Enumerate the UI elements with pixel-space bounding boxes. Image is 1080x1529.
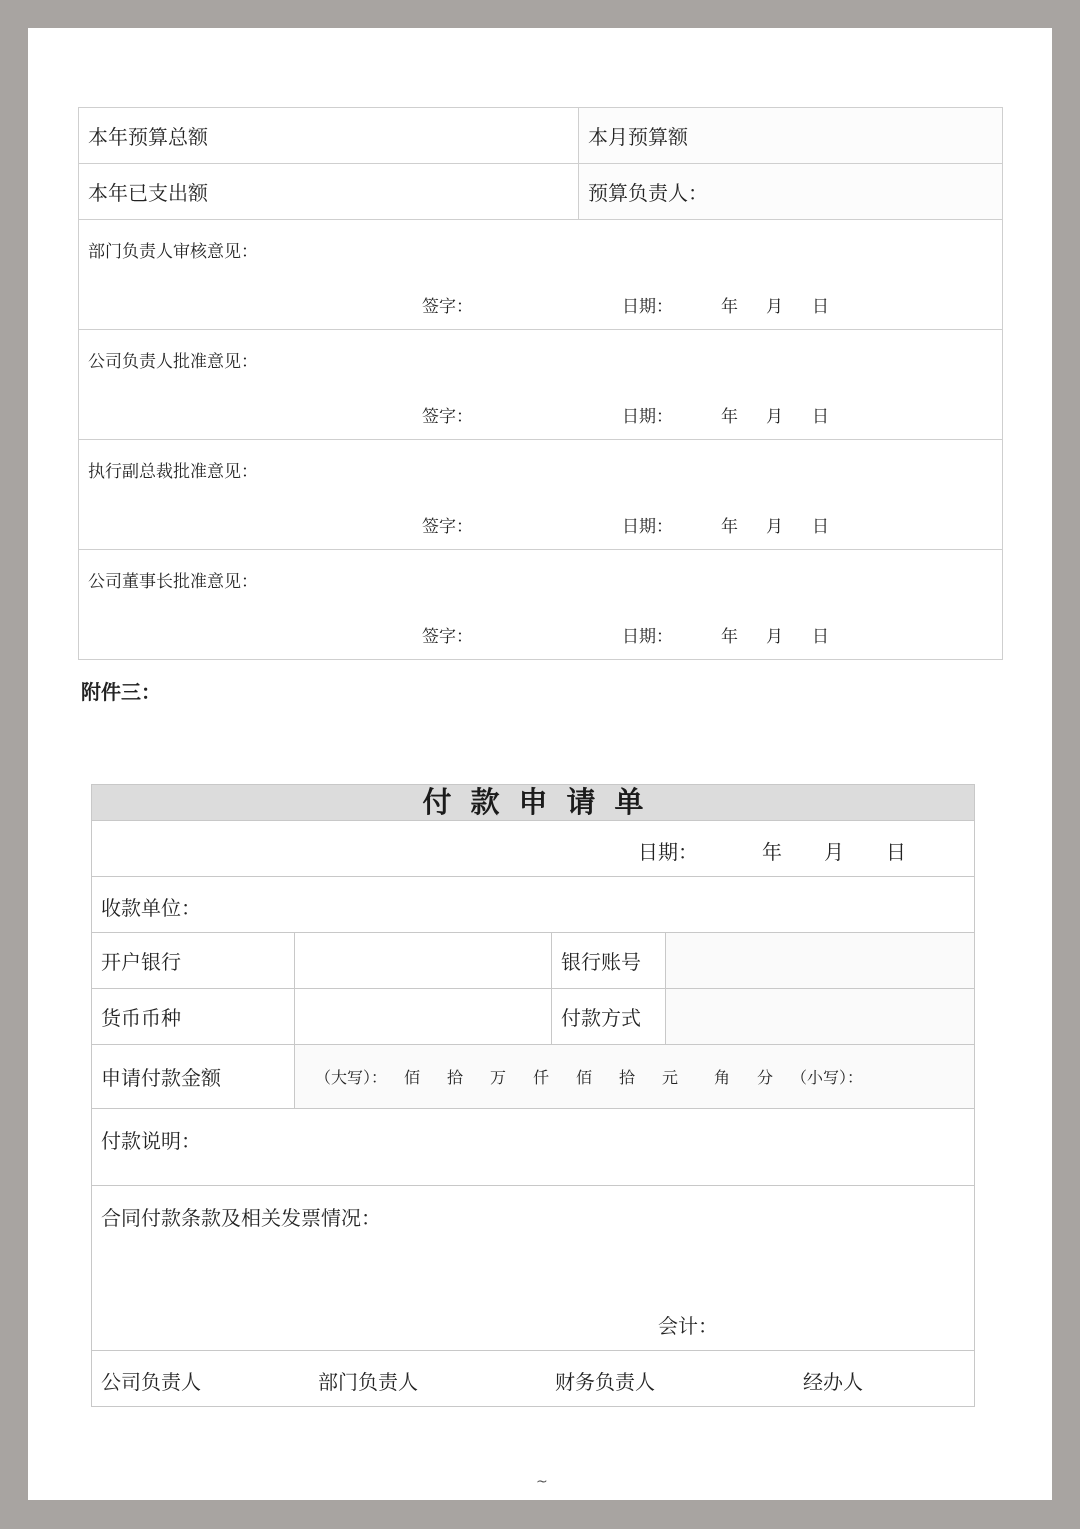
form-date-label: 日期：	[638, 840, 698, 864]
unit-jiao: 角	[714, 1068, 731, 1087]
monthly-budget-label: 本月预算额	[579, 108, 1002, 163]
unit-qian: 仟	[533, 1068, 550, 1087]
day-label: 日	[812, 297, 829, 317]
form-day-label: 日	[886, 840, 906, 864]
description-row	[92, 1109, 974, 1186]
signature-label: 签字：	[422, 297, 473, 317]
currency-label: 货币币种	[92, 989, 295, 1044]
unit-bai: 佰	[404, 1068, 421, 1087]
approval-dept-head	[79, 220, 1002, 330]
payee-row	[92, 877, 974, 933]
approval-label: 公司负责人批准意见：	[88, 352, 258, 372]
currency-row	[92, 989, 974, 1045]
year-label: 年	[721, 627, 738, 647]
budget-row-1	[79, 108, 1002, 164]
annual-budget-total-label: 本年预算总额	[79, 108, 579, 163]
month-label: 月	[766, 517, 783, 537]
amount-row	[92, 1045, 974, 1109]
payee-label: 收款单位：	[101, 896, 201, 920]
accountant-label: 会计：	[658, 1314, 718, 1338]
signer-finance-head: 财务负责人	[555, 1370, 655, 1394]
form-date-row	[92, 821, 974, 877]
day-label: 日	[812, 407, 829, 427]
year-label: 年	[721, 517, 738, 537]
unit-yuan: 元	[662, 1068, 679, 1087]
approval-company-head	[79, 330, 1002, 440]
approval-label: 部门负责人审核意见：	[88, 242, 258, 262]
budget-owner-label: 预算负责人：	[579, 164, 1002, 219]
amount-upper-label: （大写）：	[315, 1068, 388, 1087]
unit-fen: 分	[757, 1068, 774, 1087]
day-label: 日	[812, 517, 829, 537]
budget-row-2	[79, 164, 1002, 220]
date-label: 日期：	[622, 297, 673, 317]
attachment-heading: 附件三：	[81, 680, 161, 704]
amount-label: 申请付款金额	[92, 1045, 295, 1108]
document-page	[28, 28, 1052, 1500]
amount-lower-label: （小写）：	[791, 1068, 864, 1087]
unit-shi-2: 拾	[619, 1068, 636, 1087]
approval-chairman	[79, 550, 1002, 659]
form-title: 付款申请单	[92, 785, 974, 821]
currency-value-cell	[295, 989, 552, 1044]
account-label: 银行账号	[552, 933, 666, 988]
annual-spent-label: 本年已支出额	[79, 164, 579, 219]
date-label: 日期：	[622, 407, 673, 427]
account-value-cell	[666, 933, 974, 988]
date-label: 日期：	[622, 517, 673, 537]
approval-label: 执行副总裁批准意见：	[88, 462, 258, 482]
description-label: 付款说明：	[101, 1129, 201, 1153]
form-month-label: 月	[824, 840, 844, 864]
signature-label: 签字：	[422, 407, 473, 427]
bank-label: 开户银行	[92, 933, 295, 988]
date-label: 日期：	[622, 627, 673, 647]
month-label: 月	[766, 297, 783, 317]
amount-value-cell	[295, 1045, 974, 1108]
signers-row	[92, 1351, 974, 1406]
year-label: 年	[721, 407, 738, 427]
month-label: 月	[766, 407, 783, 427]
signer-dept-head: 部门负责人	[318, 1370, 418, 1394]
budget-approval-table	[78, 107, 1003, 660]
payment-method-label: 付款方式	[552, 989, 666, 1044]
signature-label: 签字：	[422, 517, 473, 537]
bank-row	[92, 933, 974, 989]
footer-mark: ~	[536, 1474, 548, 1490]
approval-label: 公司董事长批准意见：	[88, 572, 258, 592]
month-label: 月	[766, 627, 783, 647]
bank-value-cell	[295, 933, 552, 988]
unit-wan: 万	[490, 1068, 507, 1087]
form-year-label: 年	[762, 840, 782, 864]
signature-label: 签字：	[422, 627, 473, 647]
unit-shi: 拾	[447, 1068, 464, 1087]
unit-bai-2: 佰	[576, 1068, 593, 1087]
signer-handler: 经办人	[803, 1370, 863, 1394]
contract-terms-label: 合同付款条款及相关发票情况：	[101, 1206, 381, 1230]
signer-company-head: 公司负责人	[101, 1370, 201, 1394]
payment-method-value-cell	[666, 989, 974, 1044]
payment-request-form	[91, 784, 975, 1407]
day-label: 日	[812, 627, 829, 647]
contract-terms-row	[92, 1186, 974, 1351]
approval-executive-vp	[79, 440, 1002, 550]
year-label: 年	[721, 297, 738, 317]
